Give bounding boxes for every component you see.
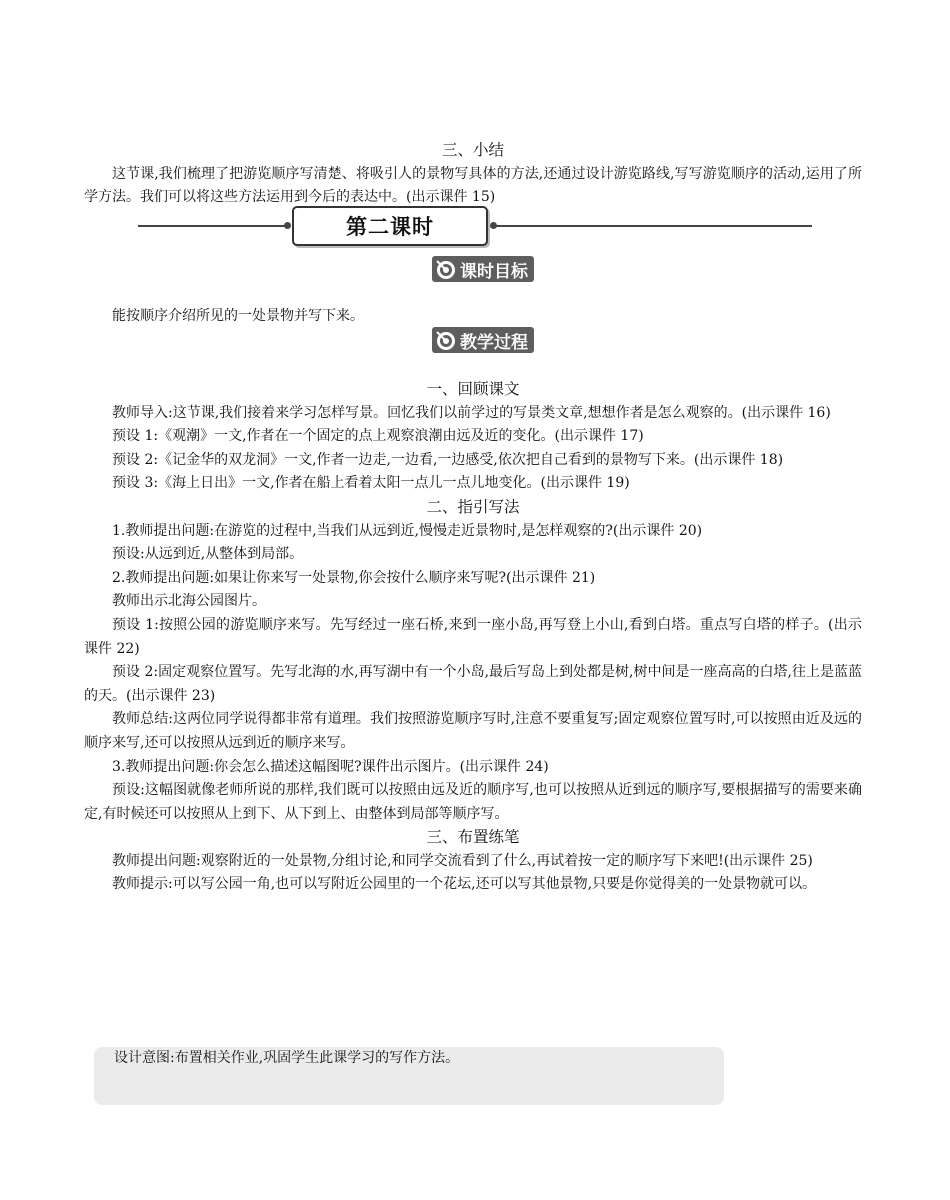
target-icon — [434, 257, 458, 281]
summary-text: 这节课,我们梳理了把游览顺序写清楚、将吸引人的景物写具体的方法,还通过设计游览路线,写写游览顺序的活动,运用了所学方法。我们可以将这些方法运用到今后的表达中。(出示课件 15) — [84, 165, 862, 206]
process-badge — [432, 327, 534, 353]
section1-paragraph: 教师导入:这节课,我们接着来学习怎样写景。回忆我们以前学过的写景类文章,想想作者是怎么观察的。(出示课件 16) — [112, 404, 831, 421]
design-note-text: 设计意图:布置相关作业,巩固学生此课学习的写作方法。 — [114, 1050, 460, 1066]
section2-paragraph: 3.教师提出问题:你会怎么描述这幅图呢?课件出示图片。(出示课件 24) — [112, 758, 549, 775]
section2-paragraph: 2.教师提出问题:如果让你来写一处景物,你会按什么顺序来写呢?(出示课件 21) — [112, 569, 596, 586]
process-badge-label: 教学过程 — [460, 332, 528, 353]
section2-paragraph: 教师出示北海公园图片。 — [112, 593, 266, 610]
lesson-banner-title: 第二课时 — [292, 206, 488, 246]
objectives-text: 能按顺序介绍所见的一处景物并写下来。 — [112, 308, 364, 324]
section2-paragraph: 预设 1:按照公园的游览顺序来写。先写经过一座石桥,来到一座小岛,再写登上小山,看到白塔。重点写白塔的样子。(出示课件 22) — [84, 616, 862, 657]
objectives-section — [84, 305, 862, 329]
objectives-badge — [432, 256, 534, 282]
target-icon — [434, 328, 458, 352]
section2-paragraph: 预设 2:固定观察位置写。先写北海的水,再写湖中有一个小岛,最后写岛上到处都是树,树中间是一座高高的白塔,往上是蓝蓝的天。(出示课件 23) — [84, 664, 862, 704]
lesson-banner — [54, 206, 730, 246]
section2-heading: 二、指引写法 — [426, 497, 520, 516]
section1-paragraph: 预设 1:《观潮》一文,作者在一个固定的点上观察浪潮由远及近的变化。(出示课件 17) — [112, 428, 644, 445]
process-section — [84, 378, 862, 897]
section1-paragraph: 预设 2:《记金华的双龙洞》一文,作者一边走,一边看,一边感受,依次把自己看到的景物写下来。(出示课件 18) — [112, 451, 784, 468]
section1-paragraph: 预设 3:《海上日出》一文,作者在船上看着太阳一点儿一点儿地变化。(出示课件 19) — [112, 475, 630, 492]
banner-right-line — [494, 225, 812, 227]
summary-heading: 三、小结 — [441, 141, 504, 159]
section2-paragraph: 预设:这幅图就像老师所说的那样,我们既可以按照由远及近的顺序写,也可以按照从近到远的顺序写,要根据描写的需要来确定,有时候还可以按照从上到下、从下到上、由整体到局部等顺序写。 — [84, 782, 862, 822]
banner-left-line — [138, 225, 288, 227]
banner-left-dot — [284, 222, 291, 229]
section3-heading: 三、布置练笔 — [426, 828, 520, 847]
section1-heading: 一、回顾课文 — [426, 380, 520, 398]
section2-paragraph: 1.教师提出问题:在游览的过程中,当我们从远到近,慢慢走近景物时,是怎样观察的?(出示课件 20) — [112, 522, 703, 539]
objectives-badge-label: 课时目标 — [460, 261, 528, 282]
design-note-box — [94, 1047, 724, 1105]
section2-paragraph: 教师总结:这两位同学说得都非常有道理。我们按照游览顺序写时,注意不要重复写;固定观察位置写时,可以按照由近及远的顺序来写,还可以按照从远到近的顺序来写。 — [84, 711, 862, 751]
section3-paragraph: 教师提出问题:观察附近的一处景物,分组讨论,和同学交流看到了什么,再试着按一定的顺序写下来吧!(出示课件 25) — [112, 852, 813, 869]
section2-paragraph: 预设:从远到近,从整体到局部。 — [112, 546, 304, 563]
section3-paragraph: 教师提示:可以写公园一角,也可以写附近公园里的一个花坛,还可以写其他景物,只要是你觉得美的一处景物就可以。 — [112, 876, 817, 893]
summary-section — [84, 139, 862, 210]
